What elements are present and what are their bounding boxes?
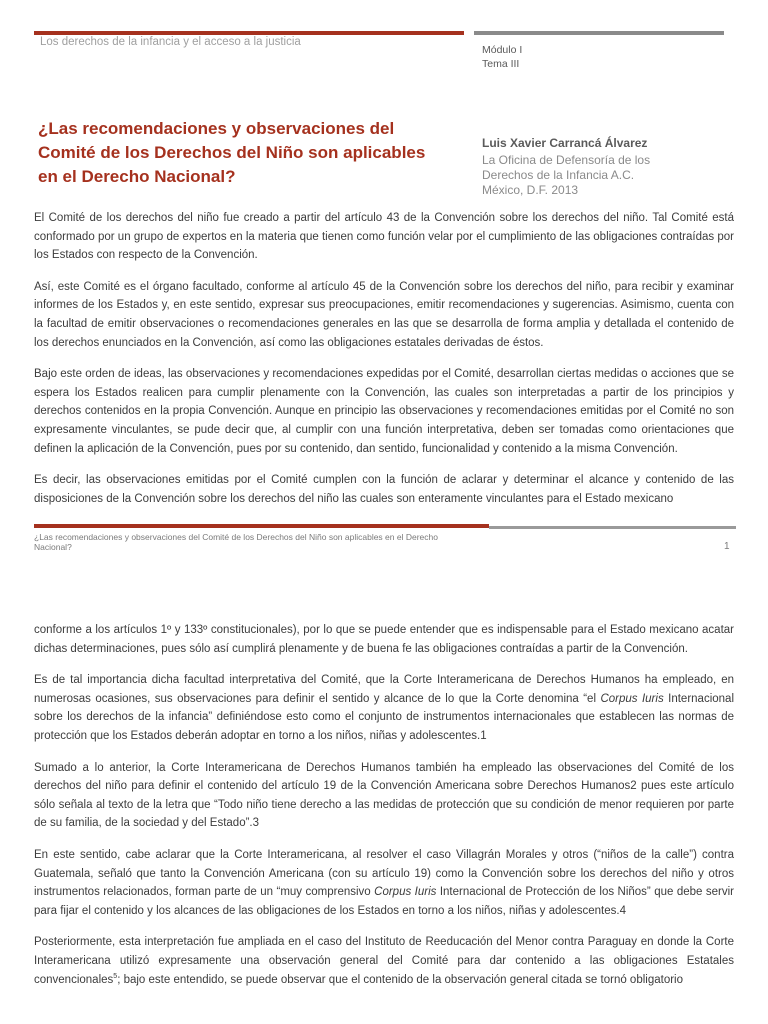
paragraph: El Comité de los derechos del niño fue creado a partir del artículo 43 de la Convención sobre los derechos del niño. Tal Comité está conformado por un grupo de expertos en la materia que tienen como función velar por el cumplimiento de las obligaciones contraídas por los Estados con respecto de la Convención. [34, 212, 734, 262]
paragraph: Así, este Comité es el órgano facultado, conforme al artículo 45 de la Convención sobre los derechos del niño, para recibir y examinar informes de los Estados y, en este sentido, expresar sus preocupaciones, emitir recomendaciones y sugerencias. Asimismo, cuenta con la facultad de emitir observaciones o recomendaciones generales en las que se desarrolla de forma amplia y detallada el contenido de los derechos enunciados en la Convención, así como las obligaciones estatales derivadas de éstos. [34, 280, 734, 349]
author-org-line1: La Oficina de Defensoría de los [482, 153, 651, 167]
paragraph: Sumado a lo anterior, la Corte Interamericana de Derechos Humanos también ha empleado las observaciones del Comité de los derechos del niño para definir el contenido del artículo 19 de la Convención Americana sobre Derechos Humanos2 pues este artículo sólo señala al texto de la letra que “Todo niño tiene derecho a las medidas de protección que su condición de menor requieren por parte de su familia, de la sociedad y del Estado”.3 [34, 761, 734, 830]
header-rule-gray [474, 31, 724, 35]
page-number: 1 [724, 541, 730, 552]
author-org-line2: Derechos de la Infancia A.C. [482, 168, 635, 182]
author-block [482, 136, 742, 198]
running-header: Los derechos de la infancia y el acceso a la justicia [40, 36, 301, 48]
page1-body [34, 209, 734, 523]
paragraph [34, 671, 734, 745]
author-name: Luis Xavier Carrancá Álvarez [482, 136, 648, 150]
paragraph: Es decir, las observaciones emitidas por el Comité cumplen con la función de aclarar y determinar el alcance y contenido de las disposiciones de la Convención sobre los derechos del niño las cuales son enteramente vinculantes para el Estado mexicano [34, 474, 734, 505]
paragraph [34, 933, 734, 989]
text-run: Posteriormente, esta interpretación fue ampliada en el caso del Instituto de Reeducación del Menor contra Paraguay en donde la Corte Interamericana utilizó expresamente una observación general del Comité para dar contenido a las obligaciones Estatales convencionales [34, 936, 734, 986]
document-title: ¿Las recomendaciones y observaciones del Comité de los Derechos del Niño son aplicables en el Derecho Nacional? [38, 119, 426, 186]
italic-term: Corpus Iuris [600, 692, 664, 705]
footer-rule-gray [489, 526, 736, 529]
theme-label: Tema III [482, 58, 520, 70]
paragraph: Bajo este orden de ideas, las observaciones y recomendaciones expedidas por el Comité, desarrollan ciertas medidas o acciones que se espera los Estados realicen para cumplir plenamente con la Convención, las cuales son interpretadas a partir de los principios y derechos contenidos en la propia Convención. Aunque en principio las observaciones y recomendaciones emitidas por el Comité no son expresamente vinculantes, se pude decir que, al cumplir con una función interpretativa, deben ser tomadas como orientaciones que definen la aplicación de la Convención, pues por su contenido, dan sentido, funcionalidad y contenido a la misma Convención. [34, 368, 734, 455]
module-label: Módulo I [482, 44, 523, 56]
text-run: En este sentido, cabe aclarar que la Corte Interamericana, al resolver el caso Villagrán Morales y otros (“niños de la calle”) contra Guatemala, señaló que tanto la Convención Americana (con su artículo 19) como la Convención sobre los derechos del niño y otros instrumentos relacionados, forman parte de un “muy comprensivo [34, 848, 734, 899]
author-place-date: México, D.F. 2013 [482, 183, 579, 197]
paragraph [34, 846, 734, 920]
text-run: Internacional de Protección de los Niños” que debe servir para fijar el contenido y los alcances de las obligaciones de los Estados en torno a los niños, niñas y adolescentes.4 [34, 886, 734, 917]
footer-rule-red [34, 524, 489, 528]
text-run: Es de tal importancia dicha facultad interpretativa del Comité, que la Corte Interamericana de Derechos Humanos ha empleado, en numerosas ocasiones, sus observaciones para definir el sentido y alcance de lo que la Corte denomina “el [34, 674, 734, 705]
italic-term: Corpus Iuris [374, 886, 437, 899]
module-info [482, 43, 522, 71]
paragraph: conforme a los artículos 1º y 133º constitucionales), por lo que se puede entender que es indispensable para el Estado mexicano acatar dichas determinaciones, pues sólo así cumplirá plenamente y de buena fe las obligaciones contraídas a partir de la Convención. [34, 624, 734, 655]
running-footer: ¿Las recomendaciones y observaciones del Comité de los Derechos del Niño son aplicables en el Derecho Nacional? [34, 532, 438, 552]
text-run: ; bajo este entendido, se puede observar que el contenido de la observación general citada se tornó obligatorio [117, 973, 683, 986]
page1-content [34, 209, 734, 523]
text-run: Internacional sobre los derechos de la infancia” definiéndose esto como el conjunto de instrumentos internacionales que establecen las normas de protección que los Estados deberán adoptar en torno a los niños, niñas y adolescentes.1 [34, 692, 734, 742]
page2-body [34, 621, 734, 1019]
page2-content [34, 621, 734, 1019]
header-rule-red [34, 31, 464, 35]
footnote-ref: 5 [113, 972, 118, 980]
